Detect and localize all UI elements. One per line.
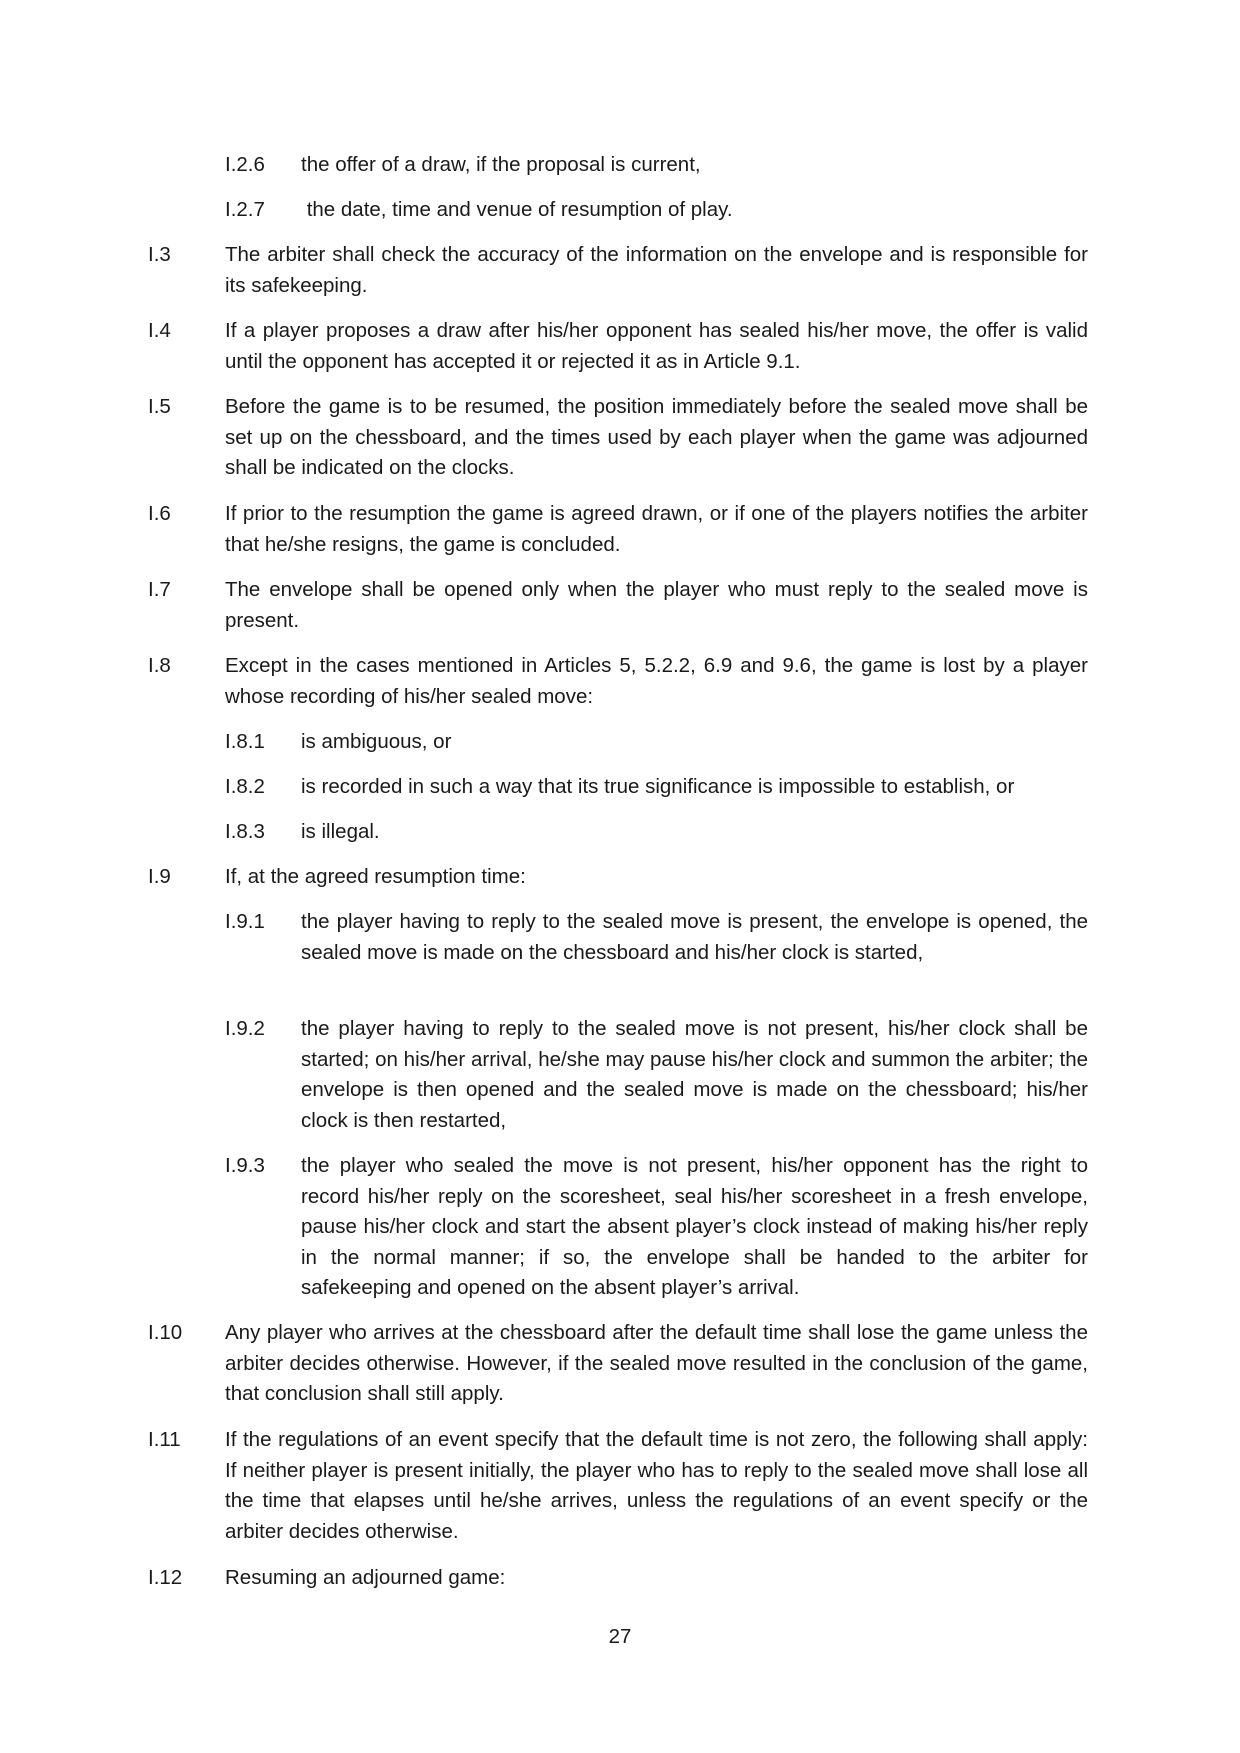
clause-I-8-3 [225,817,1088,848]
clause-I-8 [148,651,1088,712]
clause-text: The envelope shall be opened only when the player who must reply to the sealed move is present. [225,578,1088,632]
clause-text: is illegal. [301,820,380,843]
clause-number: I.2.6 [225,153,265,176]
clause-number: I.12 [148,1566,183,1589]
clause-I-8-2 [225,772,1088,803]
clause-I-6 [148,499,1088,560]
clause-number: I.2.7 [225,198,265,221]
clause-I-3 [148,240,1088,301]
clause-number: I.5 [148,395,171,418]
clause-number: I.8 [148,654,171,677]
clause-number: I.11 [148,1428,181,1451]
clause-text: the offer of a draw, if the proposal is current, [301,153,701,176]
clause-number: I.9.1 [225,910,265,933]
clause-I-2-6 [225,150,1088,181]
clause-I-9-3 [225,1151,1088,1304]
clause-I-12 [148,1563,1088,1594]
clause-I-4 [148,316,1088,377]
clause-number: I.9.2 [225,1017,265,1040]
clause-number: I.3 [148,243,171,266]
clause-I-8-1 [225,727,1088,758]
clause-text: is recorded in such a way that its true significance is impossible to establish, or [301,775,1015,798]
clause-text: the player who sealed the move is not present, his/her opponent has the right to record his/her reply on the scoresheet, seal his/her scoresheet in a fresh envelope, pause his/her clock and start the absent player’s clock instead of making his/her reply in the normal manner; if so, the envelope shall be handed to the arbiter for safekeeping and opened on the absent player’s arrival. [301,1154,1088,1299]
clause-text: the player having to reply to the sealed move is not present, his/her clock shall be started; on his/her arrival, he/she may pause his/her clock and summon the arbiter; the envelope is then opened and the sealed move is made on the chessboard; his/her clock is then restarted, [301,1017,1088,1132]
clause-text: The arbiter shall check the accuracy of the information on the envelope and is responsible for its safekeeping. [225,243,1088,297]
clause-number: I.10 [148,1321,183,1344]
clause-text: Resuming an adjourned game: [225,1566,506,1589]
clause-I-7 [148,575,1088,636]
clause-number: I.4 [148,319,171,342]
clause-number: I.8.3 [225,820,265,843]
clause-I-2-7 [225,195,1088,226]
clause-text: If, at the agreed resumption time: [225,865,526,888]
clause-text: If prior to the resumption the game is agreed drawn, or if one of the players notifies the arbiter that he/she resigns, the game is concluded. [225,502,1088,556]
clause-number: I.9 [148,865,171,888]
clause-number: I.8.2 [225,775,265,798]
clause-text: is ambiguous, or [301,730,452,753]
clause-number: I.9.3 [225,1154,265,1177]
clause-I-9 [148,862,1088,893]
clause-I-5 [148,392,1088,484]
clause-text: Before the game is to be resumed, the position immediately before the sealed move shall be set up on the chessboard, and the times used by each player when the game was adjourned shall be indicated on the clocks. [225,395,1088,479]
clause-I-9-1 [225,907,1088,968]
clause-number: I.7 [148,578,171,601]
clause-I-9-2 [225,1014,1088,1136]
page-number: 27 [608,1625,632,1648]
clause-number: I.8.1 [225,730,265,753]
clause-text: the player having to reply to the sealed move is present, the envelope is opened, the sealed move is made on the chessboard and his/her clock is started, [301,910,1088,964]
clause-text: Except in the cases mentioned in Articles 5, 5.2.2, 6.9 and 9.6, the game is lost by a player whose recording of his/her sealed move: [225,654,1088,708]
clause-I-11 [148,1425,1088,1547]
clause-text: the date, time and venue of resumption of play. [301,198,733,221]
clause-number: I.6 [148,502,171,525]
clause-text: If a player proposes a draw after his/her opponent has sealed his/her move, the offer is valid until the opponent has accepted it or rejected it as in Article 9.1. [225,319,1088,373]
clause-text: If the regulations of an event specify that the default time is not zero, the following shall apply: If neither player is present initially, the player who has to reply to the sealed move shall lose all the time that elapses until he/she arrives, unless the regulations of an event specify or the arbiter decides otherwise. [225,1428,1088,1543]
clause-I-10 [148,1318,1088,1410]
clause-text: Any player who arrives at the chessboard after the default time shall lose the game unless the arbiter decides otherwise. However, if the sealed move resulted in the conclusion of the game, that conclusion shall still apply. [225,1321,1088,1405]
